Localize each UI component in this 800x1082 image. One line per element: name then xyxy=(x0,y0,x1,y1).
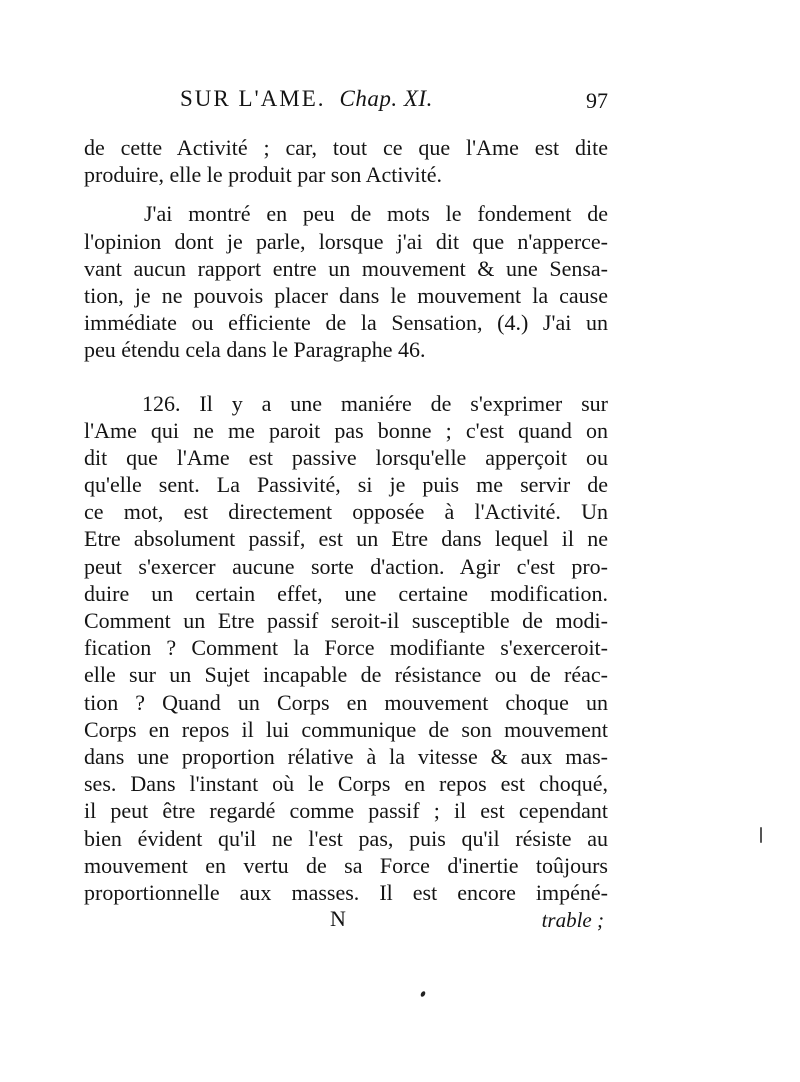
text-line: duire un certain effet, une certaine modification. xyxy=(84,580,608,606)
text-line: Corps en repos il lui communique de son mouvement xyxy=(84,716,608,742)
text-line: l'Ame qui ne me paroit pas bonne ; c'est quand on xyxy=(84,417,608,443)
chapter-label: Chap. XI. xyxy=(339,86,433,111)
text-line: il peut être regardé comme passif ; il est cependant xyxy=(84,798,608,824)
ink-speck xyxy=(420,990,426,997)
page-footer xyxy=(84,906,608,936)
text-line: bien évident qu'il ne l'est pas, puis qu'il résiste au xyxy=(84,825,608,851)
body-text xyxy=(84,134,608,906)
text-line: vant aucun rapport entre un mouvement & une Sensa- xyxy=(84,255,608,281)
text-line: Etre absolument passif, est un Etre dans lequel il ne xyxy=(84,526,608,552)
catchword: trable ; xyxy=(541,908,604,932)
text-line: peu étendu cela dans le Paragraphe 46. xyxy=(84,337,426,363)
text-line: immédiate ou efficiente de la Sensation, (4.) J'ai un xyxy=(84,310,608,336)
paragraph-126 xyxy=(84,390,608,907)
text-line: 126. Il y a une maniére de s'exprimer sur xyxy=(142,390,608,416)
text-line: elle sur un Sujet incapable de résistance ou de réac- xyxy=(84,662,608,688)
text-line: dans une proportion rélative à la vitesse & aux mas- xyxy=(84,743,608,769)
text-line: tion ? Quand un Corps en mouvement choque un xyxy=(84,689,608,715)
page-number: 97 xyxy=(586,88,608,113)
text-line: ses. Dans l'instant où le Corps en repos est choqué, xyxy=(84,771,608,797)
text-line: mouvement en vertu de sa Force d'inertie toûjours xyxy=(84,852,608,878)
text-line: qu'elle sent. La Passivité, si je puis me servir de xyxy=(84,472,608,498)
text-line: tion, je ne pouvois placer dans le mouvement la cause xyxy=(84,282,608,308)
text-line: ce mot, est directement opposée à l'Activité. Un xyxy=(84,499,608,525)
running-head xyxy=(84,84,608,118)
text-line: l'opinion dont je parle, lorsque j'ai dit que n'apperce- xyxy=(84,228,608,254)
text-line: Comment un Etre passif seroit-il susceptible de modi- xyxy=(84,608,608,633)
text-line: fication ? Comment la Force modifiante s'exerceroit- xyxy=(84,635,608,661)
signature-mark: N xyxy=(330,906,346,931)
text-line: produire, elle le produit par son Activité. xyxy=(84,162,443,188)
text-line: peut s'exercer aucune sorte d'action. Agir c'est pro- xyxy=(84,553,608,579)
running-title xyxy=(180,86,433,112)
text-line: dit que l'Ame est passive lorsqu'elle apperçoit ou xyxy=(84,444,608,470)
text-line: proportionnelle aux masses. Il est encore impéné- xyxy=(84,879,608,905)
text-line: J'ai montré en peu de mots le fondement de xyxy=(144,201,608,227)
paragraph-1 xyxy=(84,134,608,188)
paper-mark xyxy=(760,827,762,843)
paragraph-2 xyxy=(84,200,608,363)
running-title-text: SUR L'AME. xyxy=(180,86,326,111)
text-line: de cette Activité ; car, tout ce que l'Ame est dite xyxy=(84,135,608,160)
